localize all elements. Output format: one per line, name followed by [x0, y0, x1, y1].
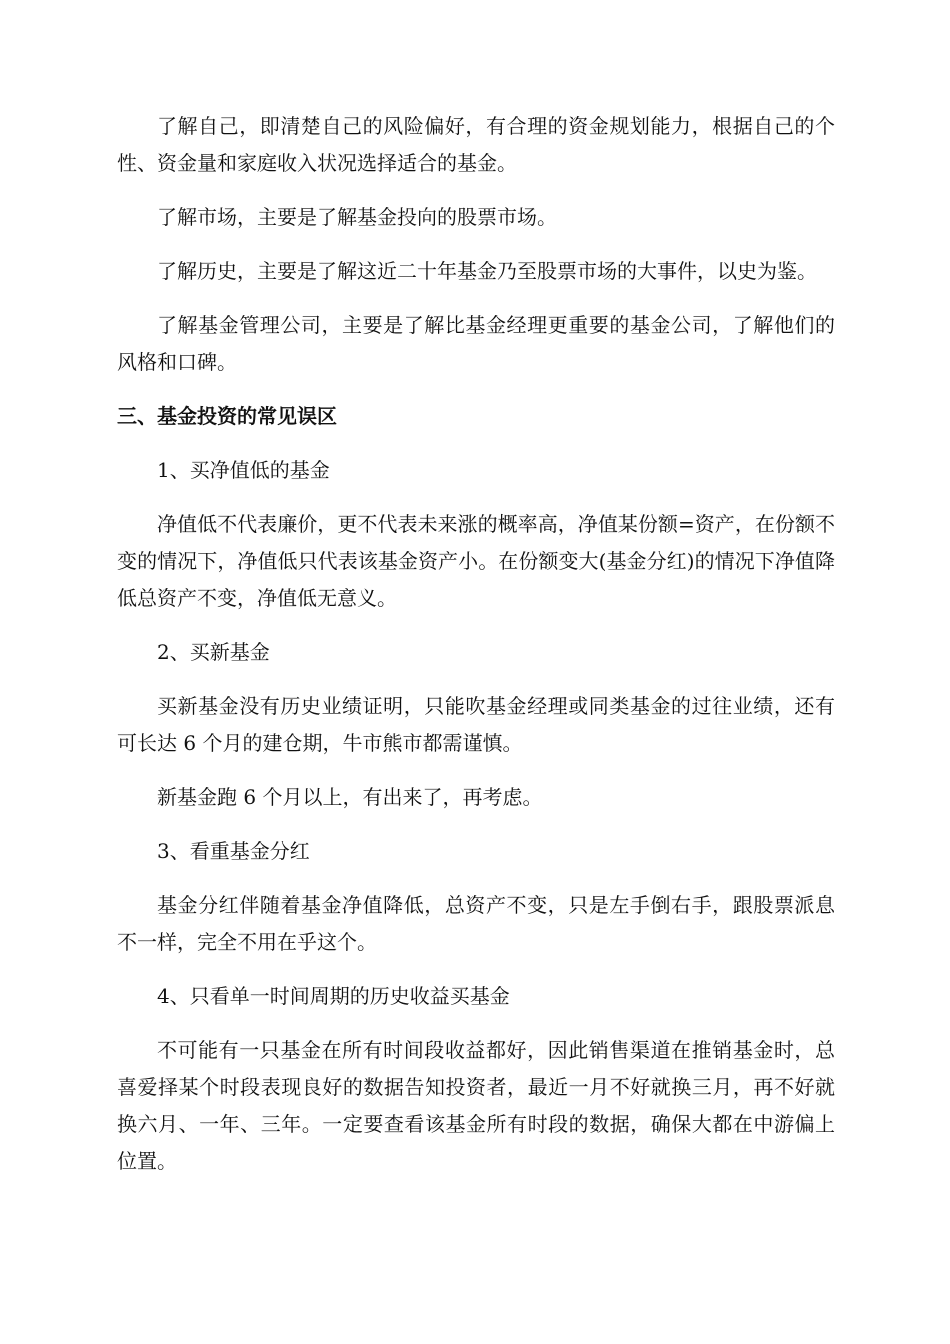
- document-page: [117, 108, 835, 1197]
- item-title: 1、买净值低的基金: [157, 458, 330, 482]
- paragraph: 净值低不代表廉价，更不代表未来涨的概率高，净值某份额=资产，在份额不变的情况下，净值低只代表该基金资产小。在份额变大(基金分红)的情况下净值降低总资产不变，净值低无意义。: [117, 512, 835, 610]
- paragraph: 了解自己，即清楚自己的风险偏好，有合理的资金规划能力，根据自己的个性、资金量和家庭收入状况选择适合的基金。: [117, 114, 835, 175]
- item-title: 3、看重基金分红: [157, 839, 310, 863]
- paragraph: 了解市场，主要是了解基金投向的股票市场。: [157, 205, 557, 229]
- item-title: 4、只看单一时间周期的历史收益买基金: [157, 984, 510, 1008]
- paragraph: 不可能有一只基金在所有时间段收益都好，因此销售渠道在推销基金时，总喜爱择某个时段表现良好的数据告知投资者，最近一月不好就换三月，再不好就换六月、一年、三年。一定要查看该基金所有时段的数据，确保大都在中游偏上位置。: [117, 1038, 835, 1173]
- paragraph: 新基金跑 6 个月以上，有出来了，再考虑。: [157, 785, 543, 809]
- paragraph: 买新基金没有历史业绩证明，只能吹基金经理或同类基金的过往业绩，还有可长达 6 个月的建仓期，牛市熊市都需谨慎。: [117, 694, 835, 755]
- paragraph: 基金分红伴随着基金净值降低，总资产不变，只是左手倒右手，跟股票派息不一样，完全不用在乎这个。: [117, 893, 835, 954]
- paragraph: 了解历史，主要是了解这近二十年基金乃至股票市场的大事件，以史为鉴。: [157, 259, 817, 283]
- paragraph: 了解基金管理公司，主要是了解比基金经理更重要的基金公司，了解他们的风格和口碑。: [117, 313, 835, 374]
- item-title: 2、买新基金: [157, 640, 270, 664]
- section-heading: 三、基金投资的常见误区: [117, 404, 337, 428]
